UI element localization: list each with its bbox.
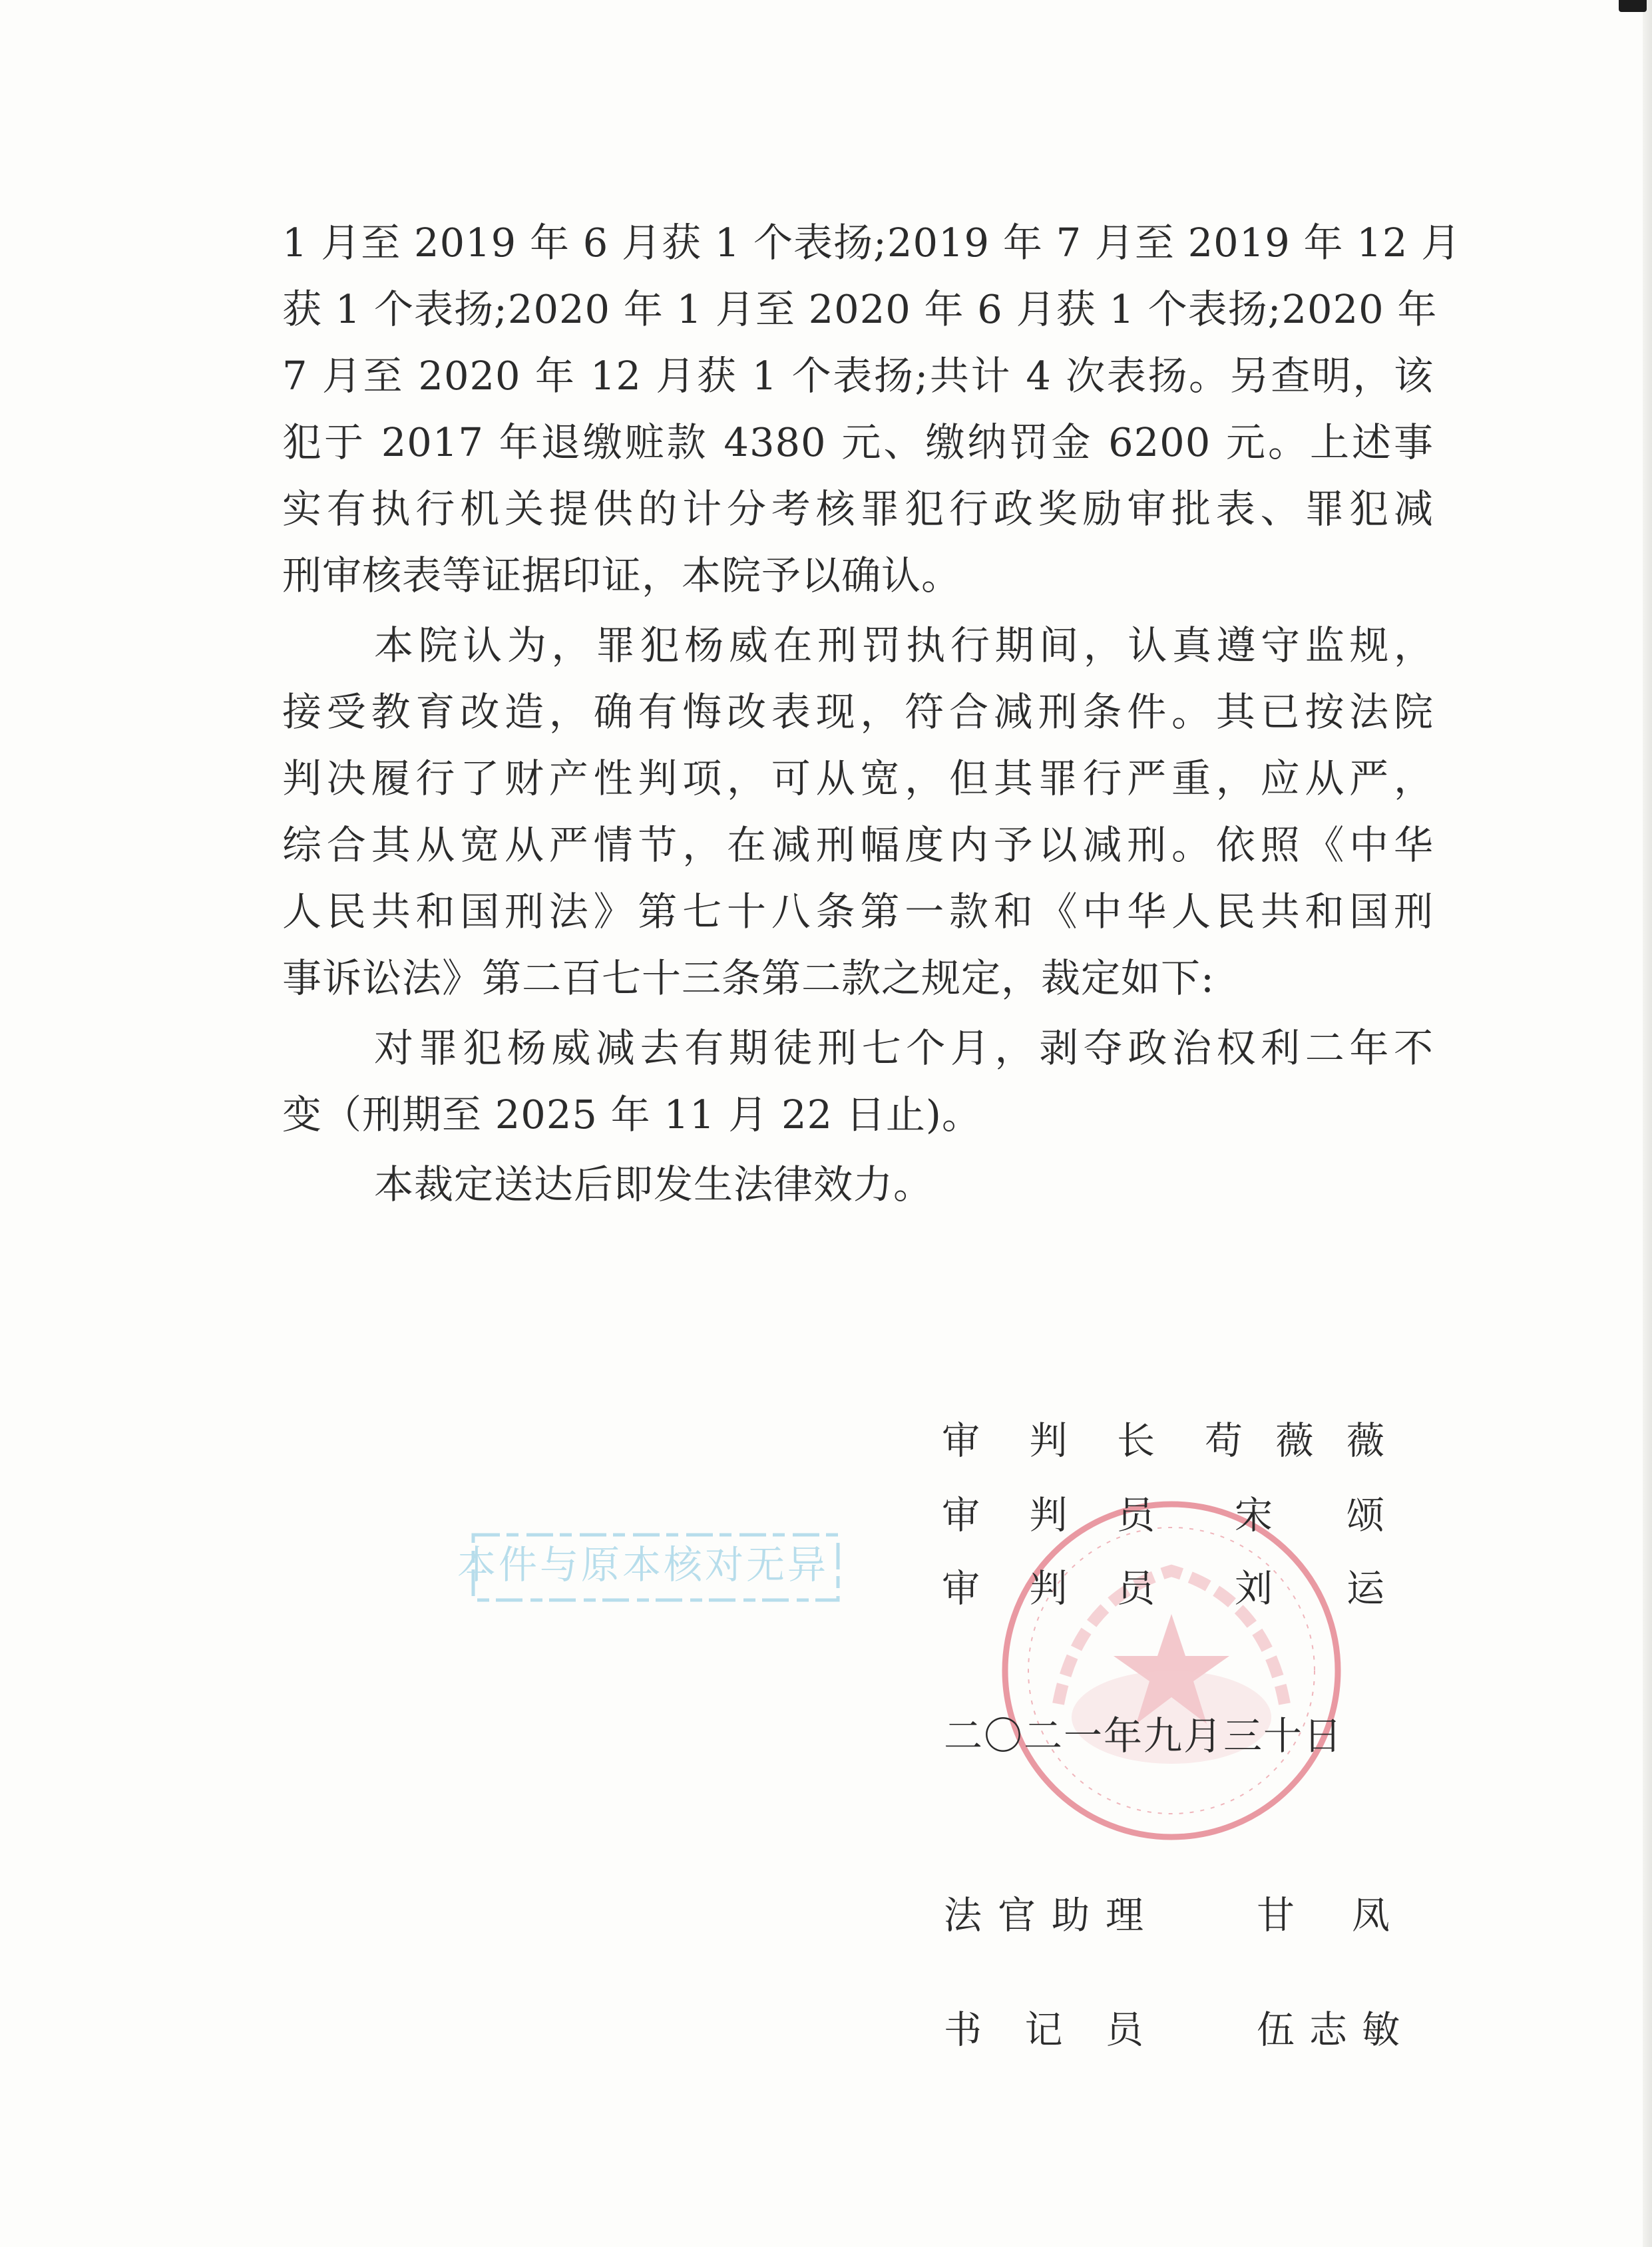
court-seal <box>998 1498 1344 1844</box>
body-line: 7 月至 2020 年 12 月获 1 个表扬;共计 4 次表扬。另查明，该 <box>282 353 1434 399</box>
copy-verification-stamp <box>457 1530 842 1606</box>
body-line: 判决履行了财产性判项，可从宽，但其罪行严重，应从严， <box>282 755 1434 801</box>
signature-name: 伍志敏 <box>1257 2008 1400 2052</box>
body-line: 人民共和国刑法》第七十八条第一款和《中华人民共和国刑 <box>282 889 1434 934</box>
assistant-row <box>944 1889 1396 1942</box>
clerk-row <box>944 2003 1400 2057</box>
body-line: 综合其从宽从严情节，在减刑幅度内予以减刑。依照《中华 <box>282 822 1434 868</box>
body-line: 实有执行机关提供的计分考核罪犯行政奖励审批表、罪犯减 <box>282 486 1434 532</box>
signature-title: 书记员 <box>944 2008 1143 2052</box>
signature-title: 法官助理 <box>944 1894 1143 1938</box>
scan-mark <box>1619 0 1647 12</box>
body-line: 刑审核表等证据印证，本院予以确认。 <box>282 552 962 598</box>
body-line: 犯于 2017 年退缴赃款 4380 元、缴纳罚金 6200 元。上述事 <box>282 419 1434 465</box>
signature-name: 甘凤 <box>1257 1894 1390 1938</box>
judge-row <box>942 1489 1384 1542</box>
signature-title: 审判员 <box>942 1567 1155 1611</box>
body-line: 事诉讼法》第二百七十三条第二款之规定，裁定如下: <box>282 955 1215 1001</box>
signature-name: 刘运 <box>1235 1567 1384 1611</box>
body-line: 对罪犯杨威减去有期徒刑七个月，剥夺政治权利二年不 <box>374 1025 1434 1071</box>
body-line: 接受教育改造，确有悔改表现，符合减刑条件。其已按法院 <box>282 689 1434 735</box>
signature-name: 宋颂 <box>1235 1494 1384 1537</box>
signature-name: 苟薇薇 <box>1205 1419 1384 1463</box>
body-line: 本院认为，罪犯杨威在刑罚执行期间，认真遵守监规， <box>374 622 1434 668</box>
body-line: 本裁定送达后即发生法律效力。 <box>374 1161 934 1207</box>
ruling-date: 二〇二一年九月三十日 <box>944 1713 1344 1758</box>
body-line: 1 月至 2019 年 6 月获 1 个表扬;2019 年 7 月至 2019 年 12 月 <box>282 220 1462 266</box>
body-line: 变（刑期至 2025 年 11 月 22 日止)。 <box>282 1092 982 1137</box>
signature-title: 审判长 <box>942 1419 1155 1463</box>
signature-title: 审判员 <box>942 1494 1155 1537</box>
body-line: 获 1 个表扬;2020 年 1 月至 2020 年 6 月获 1 个表扬;2020 年 <box>282 286 1438 332</box>
judge-row <box>942 1562 1384 1615</box>
presiding-judge-row <box>942 1414 1384 1468</box>
scan-edge <box>1643 0 1652 2247</box>
copy-stamp-text: 本件与原本核对无异 <box>457 1542 829 1587</box>
